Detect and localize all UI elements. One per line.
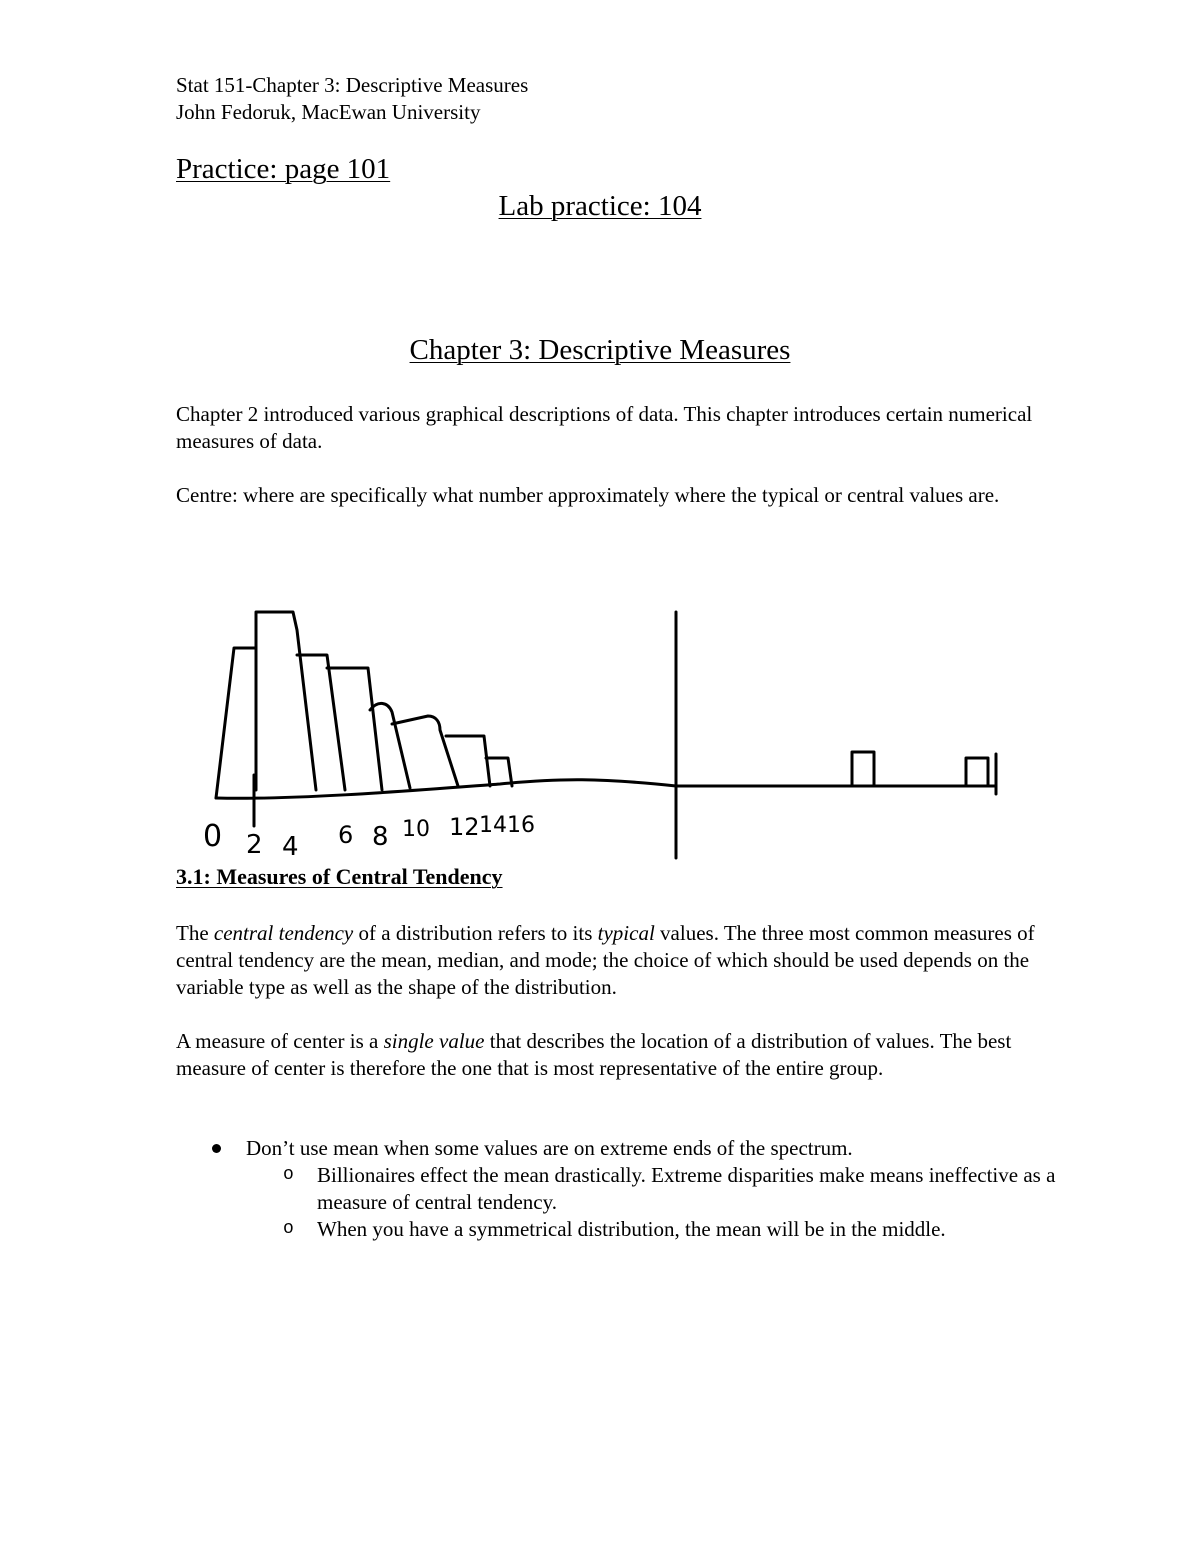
bullet-list xyxy=(176,1135,1056,1243)
list-item xyxy=(176,1216,1056,1243)
sketch-label-4: 4 xyxy=(282,832,299,862)
header-author-line: John Fedoruk, MacEwan University xyxy=(176,100,481,124)
sketch-baseline xyxy=(216,780,996,799)
sketch-label-16: 16 xyxy=(507,813,535,838)
practice-page-heading: Practice: page 101 xyxy=(176,153,391,185)
lab-practice-heading: Lab practice: 104 xyxy=(498,190,702,222)
sketch-bar-7 xyxy=(446,736,490,786)
p1-em-typical: typical xyxy=(597,921,655,945)
p1-em-central-tendency: central tendency xyxy=(213,921,354,945)
list-item xyxy=(176,1162,1056,1216)
sketch-label-6: 6 xyxy=(338,821,354,849)
p1-text-3: values. The three most common measures of central tendency are the mean, median, and mode; the choice of which should be used depends on the variable type as well as the shape of the distribution. xyxy=(176,921,1035,999)
sketch-label-10: 10 xyxy=(402,817,430,842)
sub-bullet-marker: o xyxy=(283,1219,294,1239)
sketch-bar-4 xyxy=(327,668,382,790)
sketch-bar-1 xyxy=(216,648,256,798)
chapter-title: Chapter 3: Descriptive Measures xyxy=(409,334,791,366)
p1-text-1: The xyxy=(176,921,214,945)
sketch-outlier-bar-2 xyxy=(966,758,988,786)
section-heading: 3.1: Measures of Central Tendency xyxy=(176,864,503,889)
p2-text-1: A measure of center is a xyxy=(176,1029,384,1053)
sketch-label-8: 8 xyxy=(372,822,389,852)
sketch-label-2: 2 xyxy=(246,830,263,860)
central-tendency-paragraph xyxy=(176,920,1036,1001)
bullet-text: Don’t use mean when some values are on extreme ends of the spectrum. xyxy=(246,1136,853,1160)
sketch-label-14: 14 xyxy=(479,813,507,838)
sub-bullet-text: When you have a symmetrical distribution, the mean will be in the middle. xyxy=(317,1217,946,1241)
sketch-bar-2 xyxy=(256,612,316,790)
sketch-bar-3 xyxy=(297,655,345,790)
sketch-label-12: 12 xyxy=(449,813,480,841)
sketch-outlier-bar-1 xyxy=(852,752,874,786)
sub-bullet-text: Billionaires effect the mean drastically. Extreme disparities make means ineffective as a measure of central tendency. xyxy=(317,1163,1056,1214)
bullet-dot-icon xyxy=(212,1144,221,1153)
intro-paragraph: Chapter 2 introduced various graphical descriptions of data. This chapter introduces certain numerical measures of data. xyxy=(176,402,1033,453)
sub-bullet-marker: o xyxy=(283,1165,294,1185)
header-course-line: Stat 151-Chapter 3: Descriptive Measures xyxy=(176,73,529,97)
p2-em-single-value: single value xyxy=(383,1029,485,1053)
p2-text-2: that describes the location of a distribution of values. The best measure of center is therefore the one that is most representative of the entire group. xyxy=(176,1029,1012,1080)
centre-definition: Centre: where are specifically what number approximately where the typical or central values are. xyxy=(176,483,1000,507)
p1-text-2: of a distribution refers to its xyxy=(353,921,598,945)
list-item xyxy=(176,1135,1056,1162)
measure-of-center-paragraph xyxy=(176,1028,1036,1082)
sketch-label-0: 0 xyxy=(203,819,223,854)
